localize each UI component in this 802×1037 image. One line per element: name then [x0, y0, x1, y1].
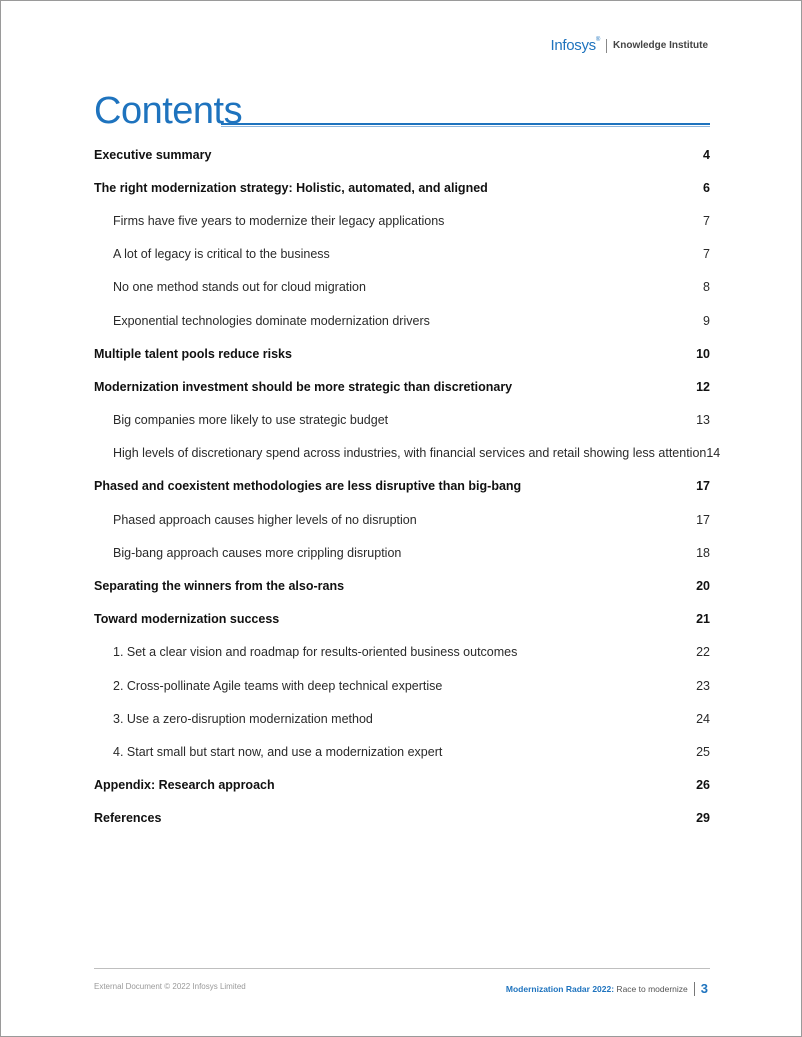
- toc-entry-label: Appendix: Research approach: [94, 778, 275, 793]
- toc-entry-page: 13: [696, 413, 710, 428]
- toc-entry-page: 10: [696, 346, 710, 361]
- toc-entry-label: Big-bang approach causes more crippling disruption: [113, 545, 402, 560]
- toc-entry-page: 22: [696, 645, 710, 660]
- toc-entry-label: References: [94, 811, 162, 826]
- footer-copyright: External Document © 2022 Infosys Limited: [94, 982, 246, 991]
- toc-entry-page: 29: [696, 811, 710, 826]
- toc-entry-page: 6: [703, 180, 710, 195]
- toc-entry-page: 4: [703, 147, 710, 162]
- toc-section-entry[interactable]: [94, 569, 710, 602]
- table-of-contents: [94, 138, 721, 835]
- footer-doc-title: Modernization Radar 2022: Race to modernize: [505, 983, 688, 994]
- toc-entry-label: Phased and coexistent methodologies are less disruptive than big-bang: [94, 479, 522, 494]
- toc-section-entry[interactable]: [94, 769, 710, 802]
- toc-entry-page: 7: [703, 213, 710, 228]
- toc-subsection-entry[interactable]: [94, 636, 710, 669]
- toc-subsection-entry[interactable]: [94, 536, 710, 569]
- toc-entry-page: 26: [696, 778, 710, 793]
- toc-entry-label: 2. Cross-pollinate Agile teams with deep technical expertise: [113, 678, 443, 693]
- toc-entry-label: 4. Start small but start now, and use a modernization expert: [113, 744, 443, 759]
- toc-section-entry[interactable]: [94, 802, 710, 835]
- toc-subsection-entry[interactable]: [94, 702, 710, 735]
- toc-entry-page: 8: [703, 280, 710, 295]
- toc-entry-page: 9: [703, 313, 710, 328]
- toc-subsection-entry[interactable]: [94, 503, 710, 536]
- toc-section-entry[interactable]: [94, 138, 710, 171]
- footer-divider: [94, 968, 710, 969]
- page-title: Contents: [94, 90, 243, 132]
- toc-subsection-entry[interactable]: [94, 669, 710, 702]
- toc-entry-page: 24: [696, 711, 710, 726]
- toc-section-entry[interactable]: [94, 470, 710, 503]
- toc-entry-page: 21: [696, 612, 710, 627]
- toc-subsection-entry[interactable]: [94, 304, 710, 337]
- toc-entry-label: Multiple talent pools reduce risks: [94, 346, 292, 361]
- toc-section-entry[interactable]: [94, 337, 710, 370]
- toc-entry-page: 25: [696, 744, 710, 759]
- toc-entry-label: Modernization investment should be more strategic than discretionary: [94, 379, 513, 394]
- brand-divider: [606, 39, 607, 53]
- toc-entry-page: 14: [706, 446, 721, 461]
- toc-entry-label: Phased approach causes higher levels of no disruption: [113, 512, 417, 527]
- toc-entry-page: 17: [696, 479, 710, 494]
- brand-subtitle: Knowledge Institute: [613, 40, 708, 51]
- toc-entry-label: High levels of discretionary spend across industries, with financial services and retail showing less attention: [113, 446, 707, 461]
- toc-subsection-entry[interactable]: [94, 735, 710, 768]
- toc-entry-label: Toward modernization success: [94, 612, 280, 627]
- toc-entry-label: Big companies more likely to use strategic budget: [113, 413, 389, 428]
- toc-entry-label: Firms have five years to modernize their legacy applications: [113, 213, 445, 228]
- toc-entry-page: 18: [696, 545, 710, 560]
- toc-subsection-entry[interactable]: [94, 271, 710, 304]
- infosys-logo: Infosys®: [550, 37, 600, 54]
- toc-subsection-entry[interactable]: [94, 204, 710, 237]
- page-number: 3: [700, 981, 708, 996]
- toc-entry-page: 7: [703, 247, 710, 262]
- toc-entry-label: Separating the winners from the also-rans: [94, 579, 345, 594]
- toc-entry-page: 12: [696, 379, 710, 394]
- toc-entry-label: A lot of legacy is critical to the business: [113, 247, 330, 262]
- toc-entry-page: 23: [696, 678, 710, 693]
- toc-subsection-entry[interactable]: [94, 404, 710, 437]
- toc-section-entry[interactable]: [94, 171, 710, 204]
- toc-entry-page: 17: [696, 512, 710, 527]
- toc-entry-label: No one method stands out for cloud migration: [113, 280, 366, 295]
- toc-entry-label: 1. Set a clear vision and roadmap for results-oriented business outcomes: [113, 645, 518, 660]
- toc-section-entry[interactable]: [94, 603, 710, 636]
- title-rule: [221, 123, 710, 125]
- toc-entry-label: Executive summary: [94, 147, 212, 162]
- title-row: [94, 87, 710, 135]
- toc-subsection-entry[interactable]: [94, 437, 721, 470]
- toc-entry-page: 20: [696, 579, 710, 594]
- brand-header: [550, 37, 708, 54]
- toc-entry-label: 3. Use a zero-disruption modernization method: [113, 711, 373, 726]
- toc-subsection-entry[interactable]: [94, 238, 710, 271]
- footer-divider-vertical: [694, 982, 695, 996]
- toc-entry-label: Exponential technologies dominate modernization drivers: [113, 313, 430, 328]
- toc-section-entry[interactable]: [94, 370, 710, 403]
- footer-right: [506, 981, 708, 996]
- toc-entry-label: The right modernization strategy: Holistic, automated, and aligned: [94, 180, 488, 195]
